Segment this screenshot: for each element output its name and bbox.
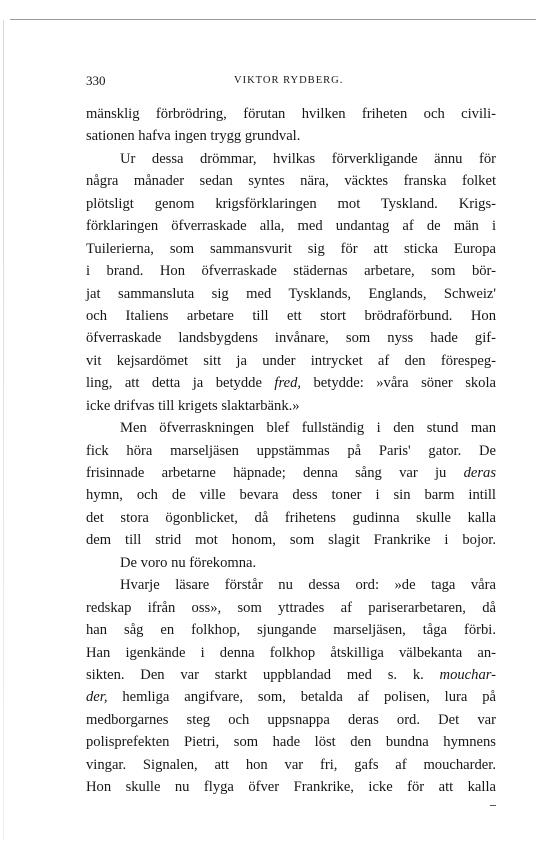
text-line: Tuilerierna, som sammansvurit sig för att sticka Europa <box>86 240 496 257</box>
text-line: Hon skulle nu flyga öfver Frankrike, icke för att kalla <box>86 779 496 796</box>
text-line: fick höra marseljäsen uppstämmas på Paris' gator. De <box>86 442 496 459</box>
text-line: förklaringen öfverraskade alla, med undantag af de män i <box>86 218 496 235</box>
italic-word: deras <box>463 465 496 481</box>
margin-mark <box>490 805 496 806</box>
text-line: frisinnade arbetarne häpnade; denna sång var ju deras <box>86 465 496 481</box>
text-line: De voro nu förekomna. <box>120 554 257 571</box>
top-rule <box>10 19 536 20</box>
text-line: vingar. Signalen, att hon var fri, gafs af moucharder. <box>86 756 496 773</box>
text-line: plötsligt genom krigsförklaringen mot Tyskland. Krigs- <box>86 195 496 212</box>
text-line: han såg en folkhop, sjungande marseljäsen, tåga förbi. <box>86 622 496 639</box>
text-line: polisprefekten Pietri, som hade löst den bundna hymnens <box>86 734 496 751</box>
text-line: jat sammansluta sig med Tysklands, Englands, Schweiz' <box>86 285 496 302</box>
italic-word: fred, <box>274 375 302 392</box>
text-line: Han igenkände i denna folkhop åtskilliga välbekanta an- <box>86 644 496 661</box>
italic-word: der, <box>86 689 108 706</box>
text-line: i brand. Hon öfverraskade städernas arbetare, som bör- <box>86 263 496 280</box>
text-line: öfverraskade landsbygdens invånare, som nyss hade gif- <box>86 330 496 347</box>
text-line: vit kejsardömet sitt ja under intrycket af den förespeg- <box>86 352 496 369</box>
text-line: Hvarje läsare förstår nu dessa ord: »de taga våra <box>120 577 496 594</box>
text-line: några månader sedan syntes nära, väcktes franska folket <box>86 173 496 190</box>
text-line: mänsklig förbrödring, förutan hvilken friheten och civili- <box>86 106 496 122</box>
body-text <box>86 103 496 799</box>
text-line: hymn, och de ville bevara dess toner i sin barm intill <box>86 487 496 504</box>
text-line: medborgarnes steg och uppsnappa deras ord. Det var <box>86 711 496 728</box>
text-line: sikten. Den var starkt uppblandad med s. k. mouchar- <box>86 666 496 683</box>
text-line: Ur dessa drömmar, hvilkas förverkligande ännu för <box>120 150 496 167</box>
page-number: 330 <box>86 73 106 88</box>
text-line: der, hemliga angifvare, som, betalda af polisen, lura på <box>86 689 496 706</box>
text-line: ling, att detta ja betydde fred, betydde: »våra söner skola <box>86 375 496 392</box>
text-line: det stora ögonblicket, då frihetens gudinna skulle kalla <box>86 509 496 526</box>
text-line: sationen hafva ingen trygg grundval. <box>86 128 301 145</box>
text-line: och Italiens arbetare till ett stort brödraförbund. Hon <box>86 307 496 324</box>
text-line: icke drifvas till krigets slaktarbänk.» <box>86 397 300 414</box>
text-line: redskap ifrån oss», som yttrades af pariserarbetaren, då <box>86 599 496 616</box>
text-line: Men öfverraskningen blef fullständig i den stund man <box>120 420 496 437</box>
running-head: VIKTOR RYDBERG. <box>234 75 344 86</box>
italic-word: mouchar- <box>439 666 496 683</box>
page-left-edge <box>3 20 4 840</box>
text-line: dem till strid mot honom, som slagit Frankrike i bojor. <box>86 532 496 549</box>
page-header <box>86 72 496 90</box>
